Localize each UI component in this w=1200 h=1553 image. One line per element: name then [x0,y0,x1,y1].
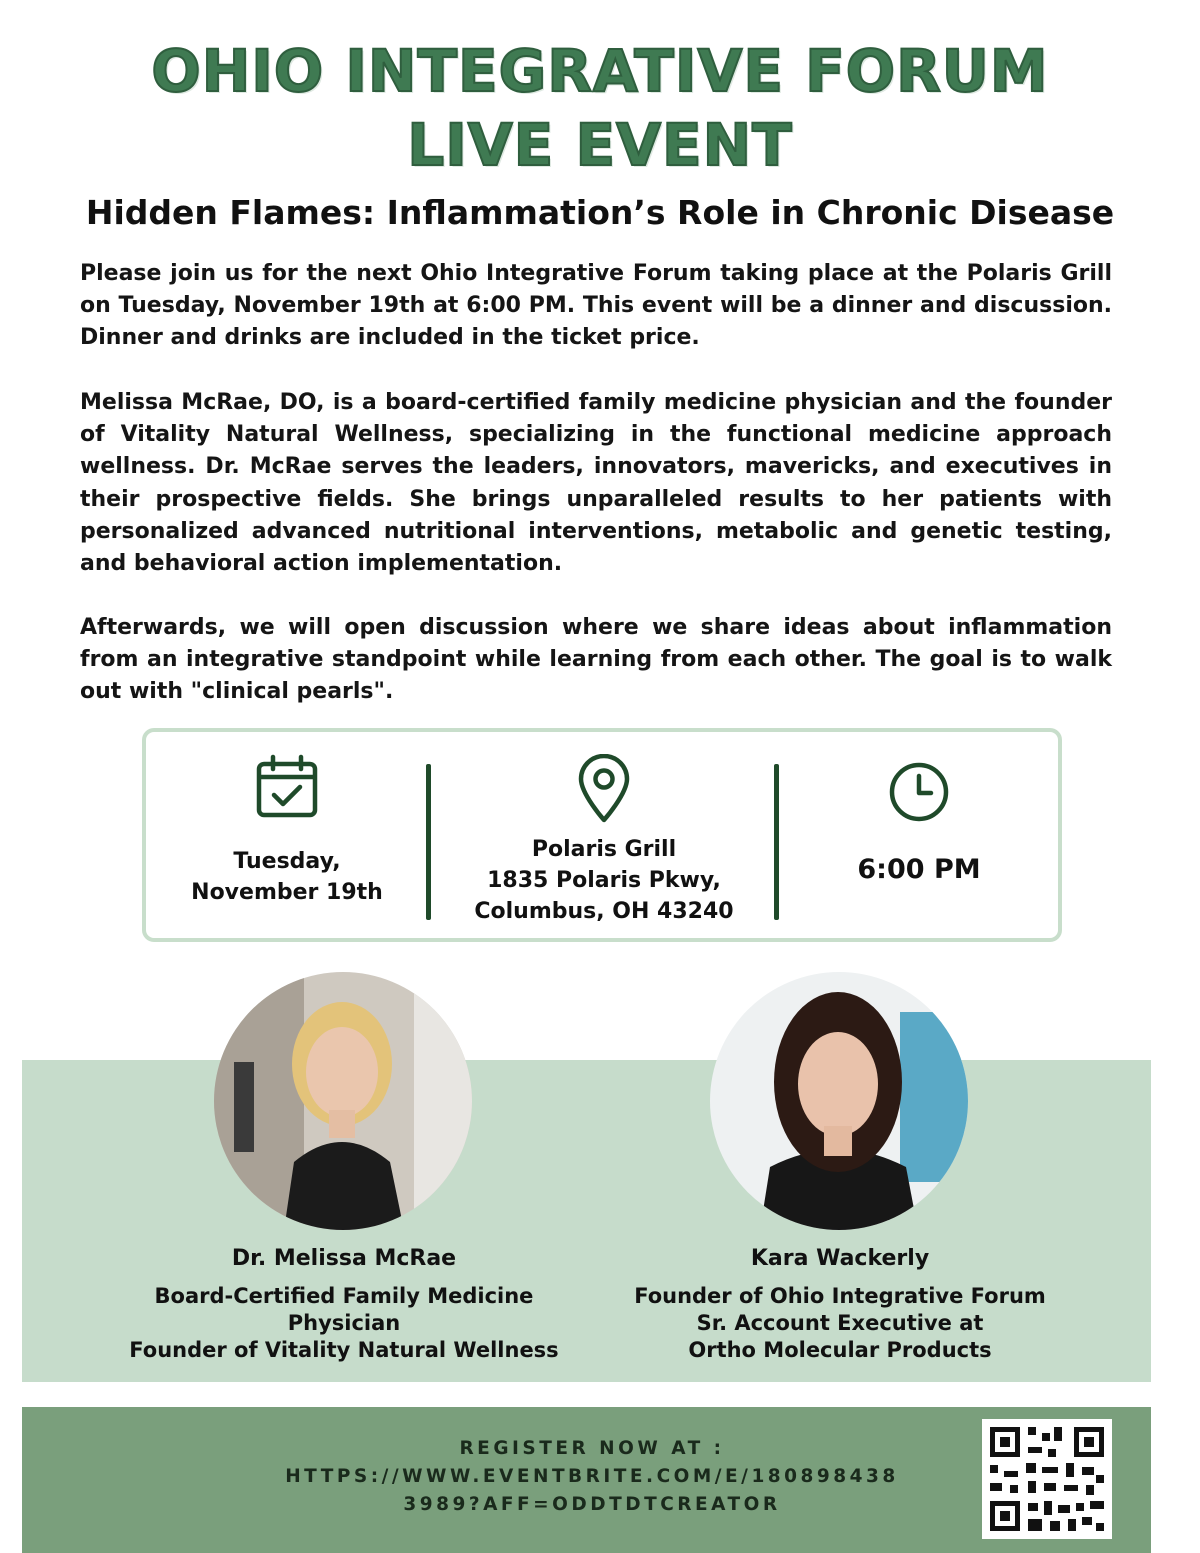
speaker1-role-line2: Physician [287,1311,401,1335]
speaker2-role-line3: Ortho Molecular Products [688,1338,992,1362]
event-title-line1: OHIO INTEGRATIVE FORUM [151,37,1049,105]
speaker2-name: Kara Wackerly [750,1246,930,1271]
event-venue [430,834,778,927]
speaker1-role [104,1283,584,1364]
speaker1-role-line1: Board-Certified Family Medicine [154,1284,534,1308]
event-title-line2: LIVE EVENT [407,111,793,179]
register-footer [22,1407,1151,1553]
event-date-line2: November 19th [191,880,383,905]
intro-paragraph: Please join us for the next Ohio Integrative Forum taking place at the Polaris Grill on Tuesday, November 19th at 6:00 PM. This event will be a dinner and discussion. Dinner and drinks are included in the ticket price. [80,261,1112,351]
speaker2-role-line1: Founder of Ohio Integrative Forum [634,1284,1046,1308]
event-info-box [142,728,1062,942]
speaker2-role [600,1283,1080,1364]
event-date-line1: Tuesday, [233,849,341,874]
speaker2-role-line2: Sr. Account Executive at [696,1311,984,1335]
event-time: 6:00 PM [857,854,981,885]
event-subtitle: Hidden Flames: Inflammation’s Role in Chronic Disease [85,193,1115,232]
event-date [146,846,428,908]
register-text[interactable] [252,1435,932,1519]
discussion-paragraph: Afterwards, we will open discussion where we share ideas about inflammation from an integrative standpoint while learning from each other. The goal is to walk out with "clinical pearls". [80,615,1112,705]
speaker-photo-melissa [214,972,472,1230]
venue-city: Columbus, OH 43240 [474,899,734,924]
speaker-photo-kara [710,972,968,1230]
location-pin-icon [575,754,633,824]
divider-right [774,764,779,920]
qr-code-icon[interactable] [982,1419,1112,1539]
register-url-line2[interactable]: 3989?AFF=ODDTDTCREATOR [403,1494,781,1515]
register-label: REGISTER NOW AT : [459,1438,725,1459]
register-url-line1[interactable]: HTTPS://WWW.EVENTBRITE.COM/E/180898438 [285,1466,899,1487]
speaker-bio-paragraph: Melissa McRae, DO, is a board-certified family medicine physician and the founder of Vitality Natural Wellness, specializing in the functional medicine approach wellness. Dr. McRae serves the leaders, innovators, mavericks, and executives in their prospective fields. She brings unparalleled results to her patients with personalized advanced nutritional interventions, metabolic and genetic testing, and behavioral action implementation. [80,390,1112,577]
time-column [780,732,1058,938]
venue-street: 1835 Polaris Pkwy, [487,868,721,893]
speaker1-name: Dr. Melissa McRae [231,1246,457,1271]
venue-name: Polaris Grill [531,837,677,862]
date-column [146,732,428,938]
venue-column [430,732,778,938]
speaker1-role-line3: Founder of Vitality Natural Wellness [129,1338,559,1362]
calendar-check-icon [254,754,320,820]
clock-icon [887,760,951,824]
